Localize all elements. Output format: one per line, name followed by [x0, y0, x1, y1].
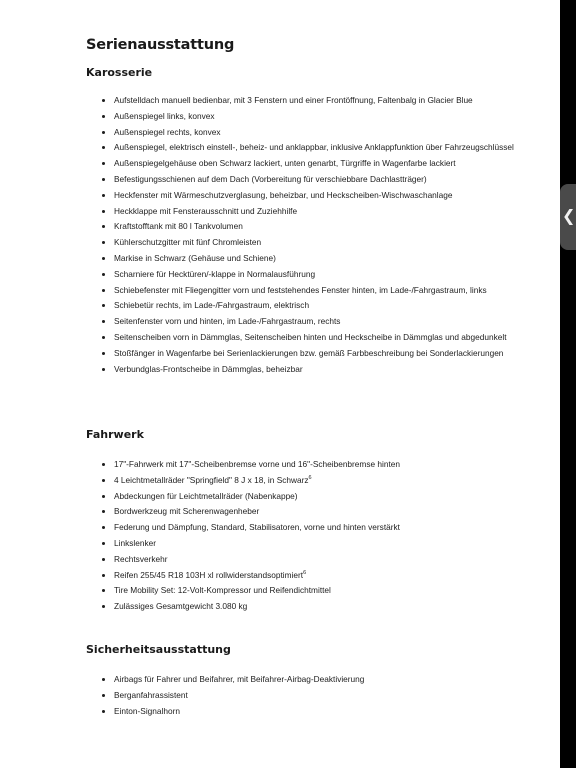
- list-item-text: Heckklappe mit Fensterausschnitt und Zuziehhilfe: [114, 205, 298, 216]
- list-item-text: Kühlerschutzgitter mit fünf Chromleisten: [114, 237, 262, 248]
- list-item: [100, 237, 520, 248]
- list-item: [100, 585, 520, 596]
- list-item: [100, 127, 520, 138]
- list-item-text: Schiebefenster mit Fliegengitter vorn und feststehendes Fenster hinten, im Lade-/Fahrgastraum, links: [114, 284, 487, 295]
- list-item-text: Abdeckungen für Leichtmetallräder (Nabenkappe): [114, 490, 298, 501]
- list-item-text: Zulässiges Gesamtgewicht 3.080 kg: [114, 601, 248, 612]
- list-item-text: Bordwerkzeug mit Scherenwagenheber: [114, 506, 260, 517]
- list-item: [100, 206, 520, 217]
- list-item-text: 17"-Fahrwerk mit 17"-Scheibenbremse vorne und 16"-Scheibenbremse hinten: [114, 459, 401, 469]
- list-item: [100, 95, 520, 106]
- chevron-left-icon: ❮: [562, 206, 576, 225]
- list-item: [100, 174, 520, 185]
- section-heading-sicherheitsausstattung: Sicherheitsausstattung: [86, 643, 231, 656]
- list-item-text: Befestigungsschienen auf dem Dach (Vorbereitung für verschiebbare Dachlastträger): [114, 173, 427, 184]
- list-item: [100, 570, 520, 581]
- list-item: [100, 253, 520, 264]
- list-item: [100, 538, 520, 549]
- list-item-text: Aufstelldach manuell bedienbar, mit 3 Fenstern und einer Frontöffnung, Faltenbalg in Glacier Blue: [114, 95, 473, 105]
- list-item: [100, 332, 520, 343]
- list-item-text: Federung und Dämpfung, Standard, Stabilisatoren, vorne und hinten verstärkt: [114, 522, 400, 533]
- list-item-text: Linkslenker: [114, 537, 156, 548]
- list-item-text: Reifen 255/45 R18 103H xl rollwiderstandsoptimiert: [114, 569, 304, 580]
- list-item: [100, 601, 520, 612]
- list-item-text: Kraftstofftank mit 80 l Tankvolumen: [114, 221, 243, 232]
- list-item-text: Heckfenster mit Wärmeschutzverglasung, beheizbar, und Heckscheiben-Wischwaschanlage: [114, 189, 453, 200]
- list-item: [100, 674, 520, 685]
- list-item-text: Außenspiegel, elektrisch einstell-, beheiz- und anklappbar, inklusive Anklappfunktion über Fahrzeugschlüssel: [114, 142, 514, 153]
- list-item: [100, 269, 520, 280]
- list-item-text: Berganfahrassistent: [114, 689, 188, 700]
- list-item: [100, 300, 520, 311]
- list-item: [100, 316, 520, 327]
- list-item: [100, 111, 520, 122]
- list-item-text: 4 Leichtmetallräder "Springfield" 8 J x 18, in Schwarz: [114, 474, 309, 485]
- list-item-text: Seitenscheiben vorn in Dämmglas, Seitenscheiben hinten und Heckscheibe in Dämmglas und abgedunkelt: [114, 331, 507, 342]
- list-item-text: Scharniere für Hecktüren/-klappe in Normalausführung: [114, 268, 316, 279]
- list-item-text: Außenspiegelgehäuse oben Schwarz lackiert, unten genarbt, Türgriffe in Wagenfarbe lackiert: [114, 158, 456, 169]
- list-item: [100, 459, 520, 470]
- list-item-text: Verbundglas-Frontscheibe in Dämmglas, beheizbar: [114, 363, 303, 374]
- list-item: [100, 491, 520, 502]
- footnote-marker: 6: [308, 475, 312, 482]
- list-item: [100, 348, 520, 359]
- list-item: [100, 706, 520, 717]
- list-item-text: Schiebetür rechts, im Lade-/Fahrgastraum, elektrisch: [114, 300, 310, 311]
- sicherheitsausstattung-list: [100, 674, 520, 721]
- list-item-text: Tire Mobility Set: 12-Volt-Kompressor und Reifendichtmittel: [114, 585, 331, 596]
- section-heading-karosserie: Karosserie: [86, 66, 153, 79]
- section-heading-fahrwerk: Fahrwerk: [86, 428, 144, 441]
- list-item: [100, 506, 520, 517]
- list-item: [100, 522, 520, 533]
- list-item-text: Markise in Schwarz (Gehäuse und Schiene): [114, 252, 276, 263]
- sidebar-toggle-tab[interactable]: [560, 184, 576, 250]
- footnote-marker: 6: [303, 569, 307, 576]
- list-item-text: Rechtsverkehr: [114, 553, 168, 564]
- list-item: [100, 554, 520, 565]
- list-item: [100, 364, 520, 375]
- list-item: [100, 142, 520, 153]
- list-item: [100, 690, 520, 701]
- list-item-text: Seitenfenster vorn und hinten, im Lade-/Fahrgastraum, rechts: [114, 316, 341, 327]
- list-item-text: Außenspiegel rechts, konvex: [114, 126, 221, 137]
- list-item: [100, 475, 520, 486]
- karosserie-list: [100, 95, 520, 379]
- list-item: [100, 285, 520, 296]
- list-item-text: Außenspiegel links, konvex: [114, 110, 215, 121]
- list-item: [100, 158, 520, 169]
- list-item-text: Airbags für Fahrer und Beifahrer, mit Beifahrer-Airbag-Deaktivierung: [114, 674, 365, 684]
- list-item: [100, 190, 520, 201]
- list-item-text: Stoßfänger in Wagenfarbe bei Serienlackierungen bzw. gemäß Farbbeschreibung bei Sonderlackierungen: [114, 347, 504, 358]
- list-item-text: Einton-Signalhorn: [114, 705, 180, 716]
- page-title: Serienausstattung: [86, 37, 235, 53]
- list-item: [100, 221, 520, 232]
- fahrwerk-list: [100, 459, 520, 617]
